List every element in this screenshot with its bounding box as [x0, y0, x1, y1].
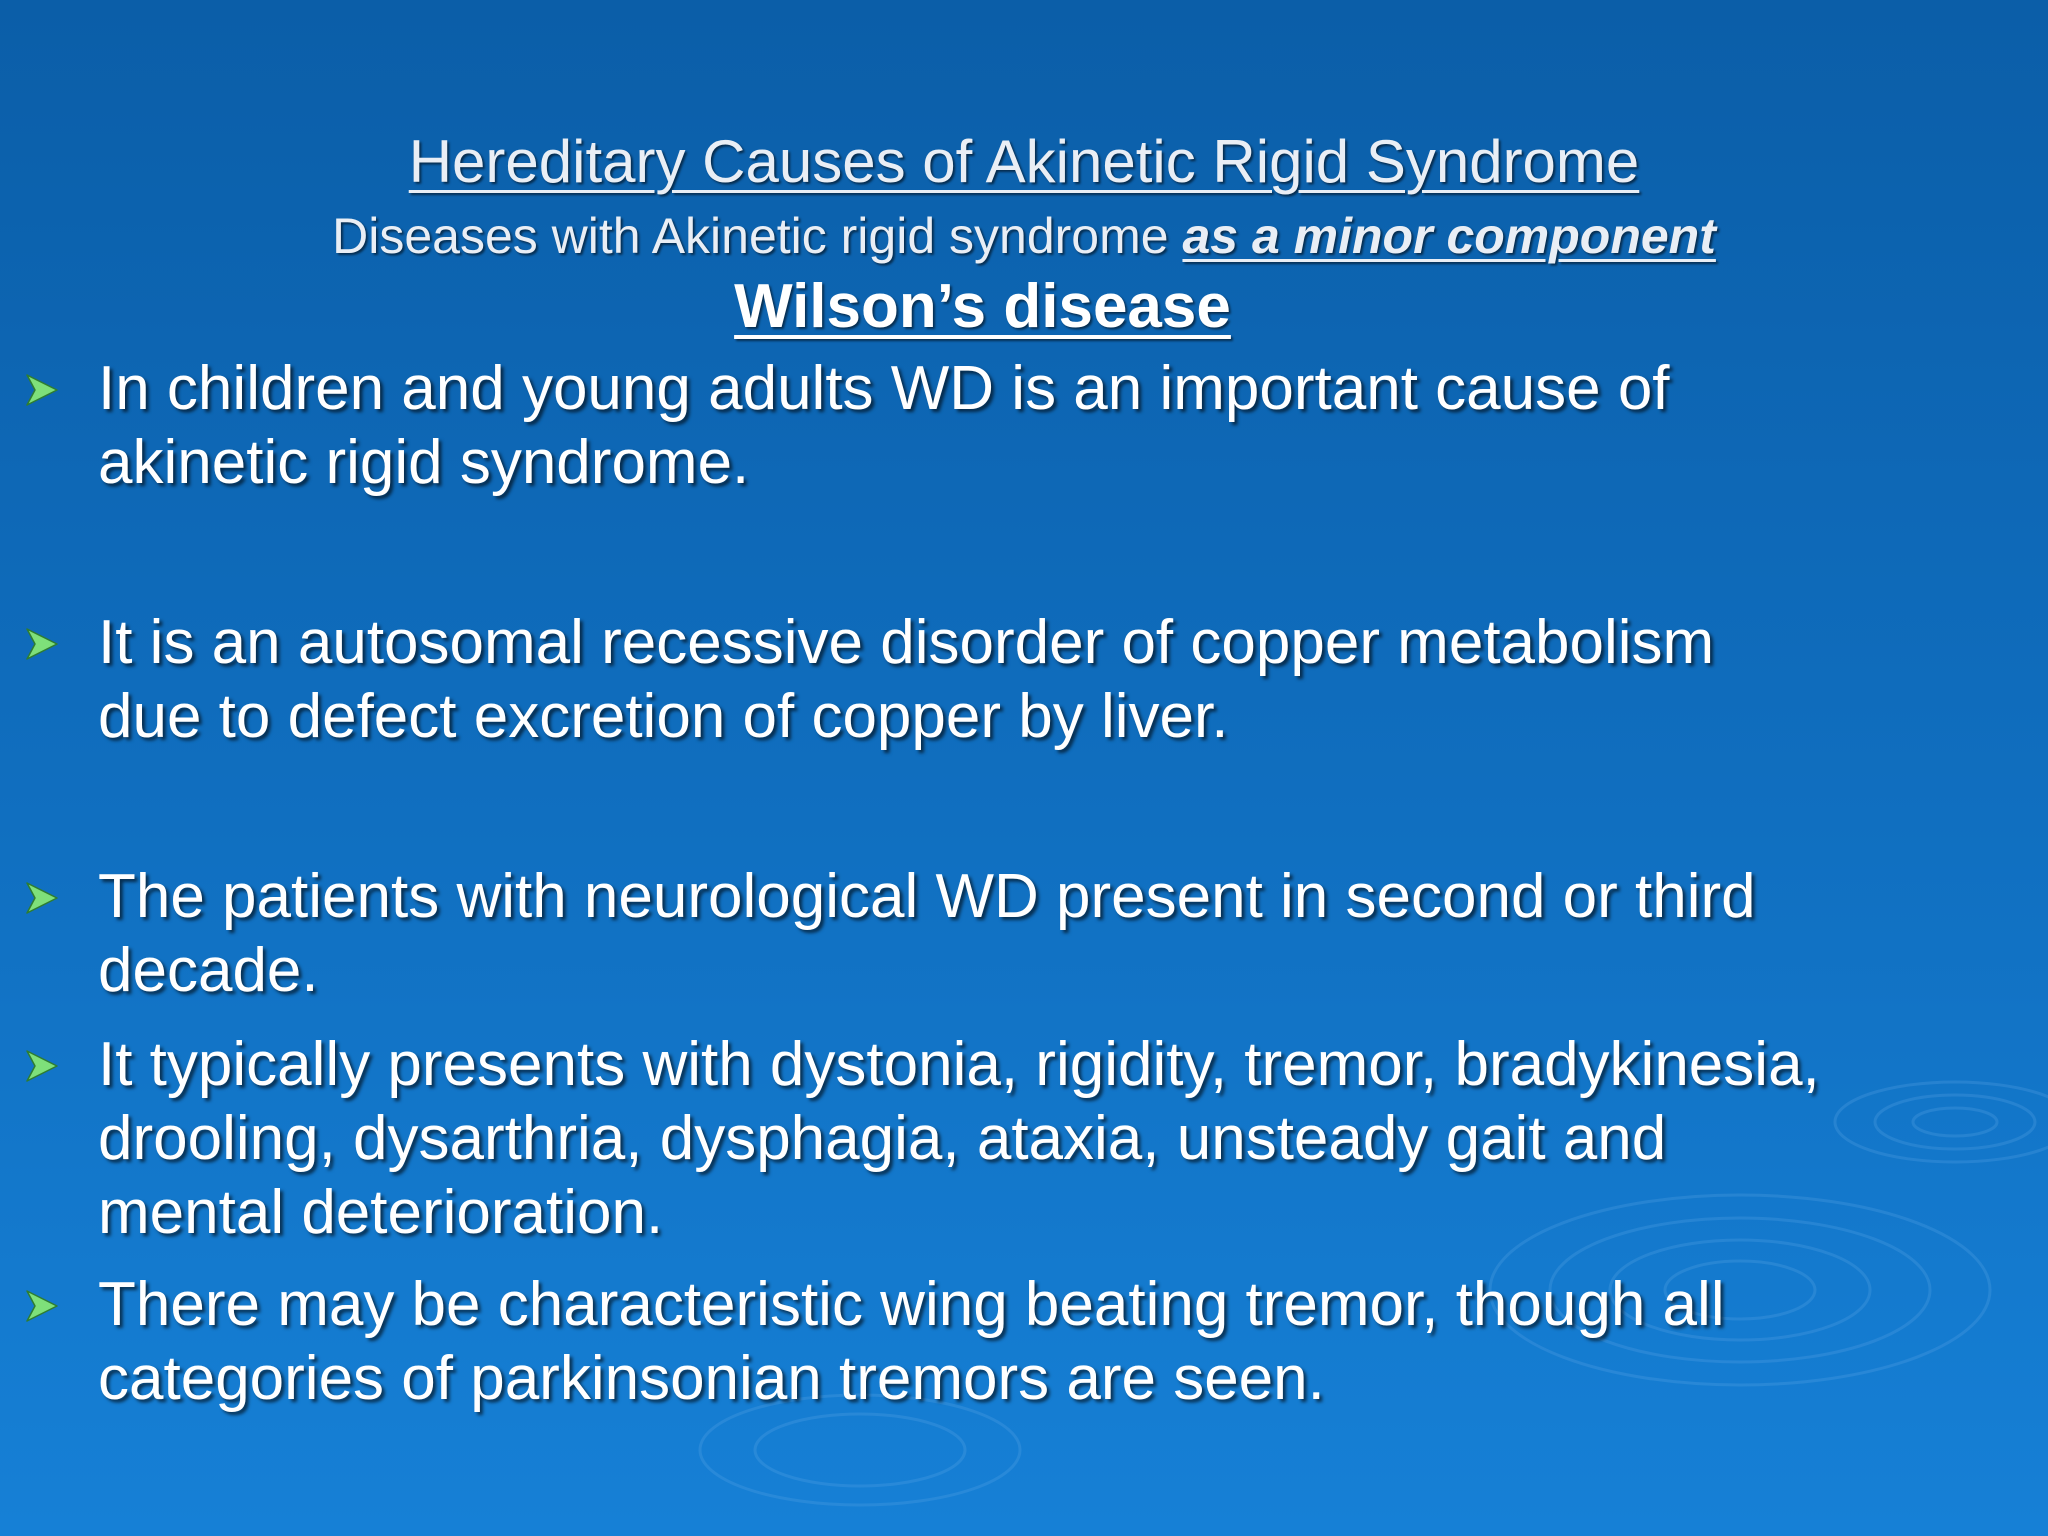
arrowhead-bullet-icon	[22, 370, 62, 410]
arrowhead-bullet-icon	[22, 1286, 62, 1326]
arrowhead-bullet-icon	[22, 1046, 62, 1086]
bullet-item	[0, 1030, 2048, 1270]
subtitle-emphasis: as a minor component	[1182, 208, 1716, 264]
arrowhead-bullet-icon	[22, 878, 62, 918]
bullet-item	[0, 1270, 2048, 1430]
bullet-text: In children and young adults WD is an important cause of akinetic rigid syndrome.	[98, 354, 1670, 497]
bullet-item	[0, 354, 2048, 514]
bullet-text: It typically presents with dystonia, rigidity, tremor, bradykinesia, drooling, dysarthria, dysphagia, ataxia, unsteady gait and mental deterioration.	[98, 1030, 1820, 1247]
bullet-item	[0, 862, 2048, 1022]
bullet-text: There may be characteristic wing beating tremor, though all categories of parkinsonian tremors are seen.	[98, 1270, 1725, 1413]
bullet-text: The patients with neurological WD present in second or third decade.	[98, 862, 1756, 1005]
subtitle-text: Diseases with Akinetic rigid syndrome	[332, 208, 1183, 264]
bullet-item	[0, 608, 2048, 768]
bullet-text: It is an autosomal recessive disorder of copper metabolism due to defect excretion of copper by liver.	[98, 608, 1715, 751]
slide-title: Hereditary Causes of Akinetic Rigid Syndrome	[408, 128, 1640, 195]
arrowhead-bullet-icon	[22, 624, 62, 664]
section-title: Wilson’s disease	[734, 272, 1231, 341]
slide-subtitle	[0, 204, 2048, 268]
